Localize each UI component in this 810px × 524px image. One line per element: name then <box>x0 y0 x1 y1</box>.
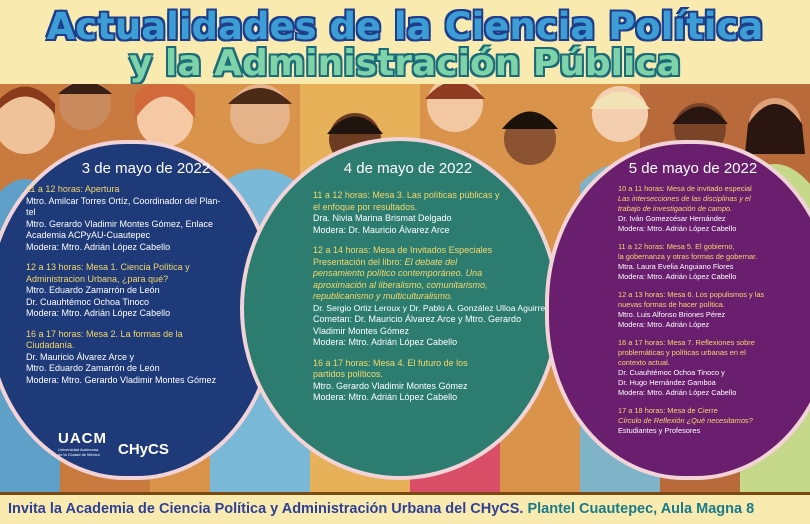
day3-session1-line: Dr. Iván Gomezcésar Hernández <box>618 214 726 223</box>
day3-session4-line: Dr. Cuauhtémoc Ochoa Tinoco y <box>618 368 725 377</box>
day1-session2-title: Administracion Urbana, ¿para qué? <box>26 273 169 284</box>
day3-session4-title: contexto actual. <box>618 358 670 367</box>
day1-session3-line: Dr. Mauricio Álvarez Arce y <box>26 351 135 362</box>
uacm-logo-subtitle: de la Ciudad de México <box>58 452 100 457</box>
day3-session5-time: 17 a 18 horas: Mesa de Cierre <box>618 406 718 415</box>
day3-session4-line: Dr. Hugo Hernández Gamboa <box>618 378 716 387</box>
day3-session2-line: Modera: Mtro. Adrián López Cabello <box>618 272 737 281</box>
day1-session2-time: 12 a 13 horas: Mesa 1. Ciencia Política y <box>26 262 190 272</box>
day3-session2-time: 11 a 12 horas: Mesa 5. El gobierno, <box>618 242 735 251</box>
day2-session2-line: Cometan: Dr. Mauricio Álvarez Arce y Mtro. Gerardo <box>313 314 522 324</box>
day3-session3-time: 12 a 13 horas: Mesa 6. Los populismos y las <box>618 290 765 299</box>
day1-session3-line: Mtro. Eduardo Zamarrón de León <box>26 363 160 373</box>
day2-date: 4 de mayo de 2022 <box>343 160 473 177</box>
day3-session5-title: Círculo de Reflexión ¿Qué necesitamos? <box>618 416 753 425</box>
day2-session2-line: Modera: Mtro. Adrián López Cabello <box>313 337 458 347</box>
day1-program <box>26 160 276 386</box>
day2-session3-time: 16 a 17 horas: Mesa 4. El futuro de los <box>313 357 468 368</box>
poster-title-line1: Actualidades de la Ciencia Política <box>46 5 764 48</box>
day3-date: 5 de mayo de 2022 <box>628 160 758 177</box>
day3-session4-line: Modera: Mtro. Adrián López Cabello <box>618 388 737 397</box>
day1-session2-line: Dr. Cuauhtémoc Ochoa Tinoco <box>26 296 150 307</box>
day1-date: 3 de mayo de 2022 <box>81 160 211 177</box>
uacm-logo <box>58 430 107 457</box>
day1-session3-title: Ciudadanía. <box>26 340 75 350</box>
day2-session2-line: Vladimir Montes Gómez <box>313 325 410 336</box>
day2-session3-line: Mtro. Gerardo Vladimir Montes Gómez <box>313 380 468 391</box>
day1-session1-time: 11 a 12 horas: Apertura <box>26 184 120 194</box>
day1-session2-line: Mtro. Eduardo Zamarrón de León <box>26 285 160 295</box>
uacm-logo-subtitle: Universidad Autónoma <box>58 447 99 452</box>
day2-book-title: El debate del <box>404 256 458 267</box>
day3-session4-title: problemáticas y políticas urbanas en el <box>618 348 746 357</box>
day2-session3-line: Modera: Mtro. Adrián López Cabello <box>313 392 458 402</box>
uacm-logo-text: UACM <box>58 430 107 447</box>
day2-session1-line: Modera: Dr. Mauricio Álvarez Arce <box>313 224 450 235</box>
day1-session1-line: Mtro. Amilcar Torres Ortíz, Coordinador del Plan- <box>26 195 221 206</box>
day1-session1-line: tel <box>26 207 36 217</box>
day2-session1-line: Dra. Nivia Marina Brismat Delgado <box>313 213 452 223</box>
day3-session3-line: Modera: Mtro. Adrián López <box>618 320 710 329</box>
day2-book-title: aproximación al liberalismo, comunitarismo, <box>313 279 488 290</box>
day3-session1-title: Las intersecciones de las disciplinas y el <box>618 194 751 203</box>
day2-session2-line: Dr. Sergio Ortiz Leroux y Dr. Pablo A. González Ulloa Aguirre <box>313 302 546 313</box>
title-banner <box>0 0 810 84</box>
day3-session5-line: Estudiantes y Profesores <box>618 426 701 435</box>
day2-book-title: pensamiento político contemporáneo. Una <box>313 268 483 278</box>
day2-book-label: Presentación del libro: <box>313 256 405 267</box>
day3-session2-title: la gobernanza y otras formas de gobernar. <box>618 252 758 261</box>
day2-session1-time: 11 a 12 horas: Mesa 3. Las políticas públicas y <box>313 190 500 200</box>
day2-session2-time: 12 a 14 horas: Mesa de Invitados Especiales <box>313 245 493 255</box>
footer-location: Plantel Cuautepec, Aula Magna 8 <box>527 501 755 517</box>
day2-book-title: republicanismo y multiculturalismo. <box>313 291 453 301</box>
day3-session2-line: Mtra. Laura Evelia Anguiano Flores <box>618 262 734 271</box>
poster-title-line2: y la Administración Pública <box>129 43 681 84</box>
day2-session1-title: el enfoque por resultados. <box>313 201 418 212</box>
day3-session1-line: Modera: Mtro. Adrián López Cabello <box>618 224 737 233</box>
day1-session3-time: 16 a 17 horas: Mesa 2. La formas de la <box>26 328 183 339</box>
day3-session1-title: trabajo de investigación de campo. <box>618 204 733 213</box>
day2-session3-title: partidos políticos. <box>313 369 384 379</box>
chycs-logo: CHyCS <box>118 441 169 458</box>
day1-session3-line: Modera: Mtro. Gerardo Vladimir Montes Gómez <box>26 374 217 385</box>
day3-session1-time: 10 a 11 horas: Mesa de invitado especial <box>618 184 752 193</box>
day3-program <box>618 160 808 436</box>
day2-program <box>313 160 553 404</box>
day1-session1-line: Academia ACPyAU-Cuautepec <box>26 230 151 240</box>
day3-session3-title: nuevas formas de hacer política. <box>618 300 725 309</box>
day3-session4-time: 16 a 17 horas: Mesa 7. Reflexiones sobre <box>618 338 755 347</box>
day1-session1-line: Modera: Mtro. Adrián López Cabello <box>26 241 171 252</box>
footer-invitation <box>0 492 810 524</box>
day1-session1-line: Mtro. Gerardo Vladimir Montes Gómez, Enlace <box>26 218 214 229</box>
day1-session2-line: Modera: Mtro. Adrián López Cabello <box>26 308 171 318</box>
day3-session3-line: Mtro. Luis Alfonso Briones Pérez <box>618 310 726 319</box>
footer-invite-text: Invita la Academia de Ciencia Política y Administración Urbana del CHyCS. <box>8 501 524 517</box>
